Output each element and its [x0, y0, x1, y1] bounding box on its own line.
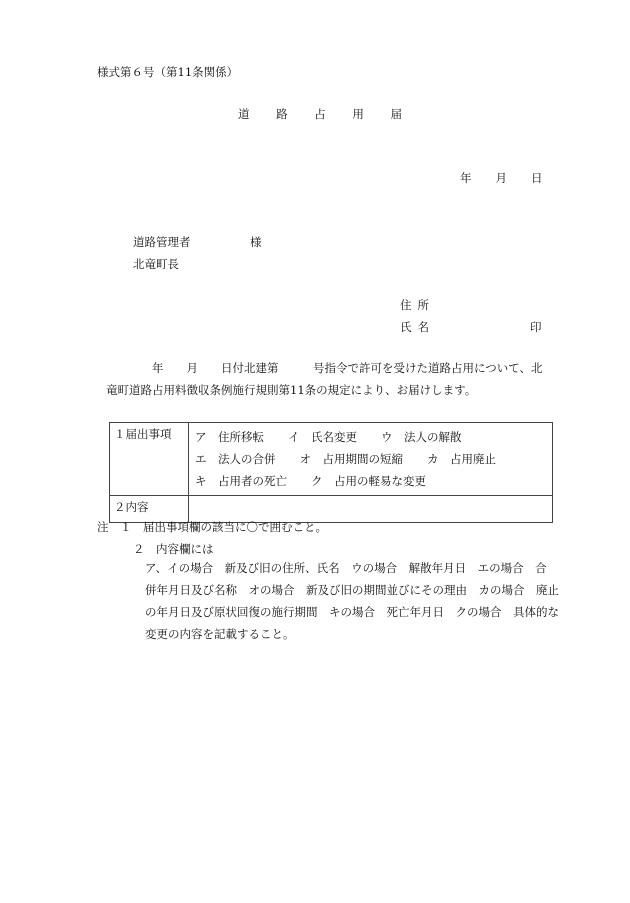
- title-char: 占: [314, 107, 326, 121]
- addressee-title: 道路管理者: [133, 235, 191, 249]
- note-body-line: ア、イの場合 新及び旧の住所、氏名 ウの場合 解散年月日 エの場合 合: [145, 561, 547, 575]
- item-option[interactable]: カ 占用廃止: [427, 452, 496, 466]
- note-body-line: 変更の内容を記載すること。: [145, 627, 295, 641]
- document-title: [200, 108, 440, 122]
- address-label: 住所: [400, 298, 435, 312]
- name-label: 氏名: [400, 320, 435, 334]
- item-row: [195, 448, 546, 470]
- date-month: 月: [495, 171, 507, 185]
- date-year: 年: [460, 171, 472, 185]
- body-text-line: 竜町道路占用料徴収条例施行規則第11条の規定により、お届けします。: [106, 383, 477, 397]
- table-row: [110, 423, 553, 496]
- item-option[interactable]: イ 氏名変更: [288, 430, 357, 444]
- addressee-honorific: 様: [250, 235, 262, 249]
- item-row: [195, 470, 546, 492]
- item-option[interactable]: エ 法人の合併: [195, 452, 276, 466]
- note-body-line: の年月日及び原状回復の施行期間 キの場合 死亡年月日 クの場合 具体的な: [145, 605, 559, 619]
- item-option[interactable]: ウ 法人の解散: [381, 430, 462, 444]
- addressee-name: 北竜町長: [133, 257, 179, 271]
- title-char: 道: [238, 107, 250, 121]
- item-option[interactable]: オ 占用期間の短縮: [299, 452, 403, 466]
- notification-table: [109, 422, 553, 523]
- date-day: 日: [531, 171, 543, 185]
- note-body-line: 併年月日及び名称 オの場合 新及び旧の期間並びにその理由 カの場合 廃止: [145, 583, 559, 597]
- item-option[interactable]: キ 占用者の死亡: [195, 474, 287, 488]
- table-row: [110, 496, 553, 523]
- content-label: ２内容: [110, 496, 189, 523]
- note-2: ２ 内容欄には: [133, 542, 214, 556]
- notification-items-label: １届出事項: [110, 423, 189, 496]
- title-char: 路: [276, 107, 288, 121]
- note-1: 注 １ 届出事項欄の該当に〇で囲むこと。: [97, 520, 327, 534]
- title-char: 届: [390, 107, 402, 121]
- item-option[interactable]: ア 住所移転: [195, 430, 264, 444]
- item-option[interactable]: ク 占用の軽易な変更: [311, 474, 426, 488]
- notification-items: [189, 423, 553, 496]
- seal-mark: 印: [530, 320, 542, 334]
- date-line: [460, 172, 543, 186]
- item-row: [195, 426, 546, 448]
- form-number: 様式第６号（第11条関係）: [97, 65, 239, 79]
- title-char: 用: [352, 107, 364, 121]
- body-text-line: 年 月 日付北建第 号指令で許可を受けた道路占用について、北: [106, 361, 543, 375]
- content-field[interactable]: [189, 496, 553, 523]
